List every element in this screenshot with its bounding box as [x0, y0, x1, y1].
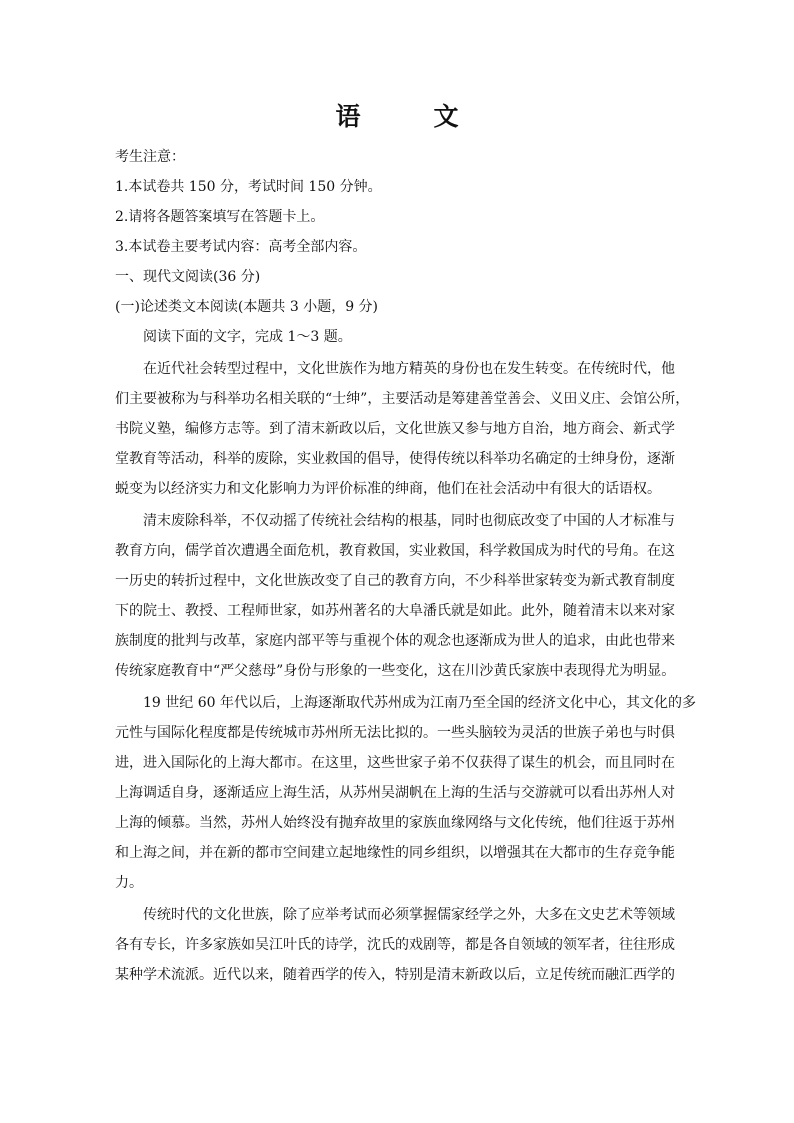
notice-item-2: 2.请将各题答案填写在答题卡上。 — [115, 209, 325, 225]
paragraph-line: 们主要被称为与科举功名相关联的“士绅”，主要活动是筹建善堂善会、义田义庄、会馆公所， — [115, 391, 690, 407]
paragraph-line: 一历史的转折过程中，文化世族改变了自己的教育方向，不少科举世家转变为新式教育制度 — [115, 573, 675, 589]
subsection-heading: (一)论述类文本阅读(本题共 3 小题，9 分) — [115, 299, 379, 315]
paragraph-line: 各有专长，许多家族如吴江叶氏的诗学，沈氏的戏剧等，都是各自领域的领军者，往往形成 — [115, 937, 675, 953]
notice-heading: 考生注意： — [115, 149, 185, 165]
page-title: 语 文 — [335, 102, 483, 131]
paragraph-line: 清末废除科举，不仅动摇了传统社会结构的根基，同时也彻底改变了中国的人才标准与 — [143, 513, 675, 529]
paragraph-line: 进，进入国际化的上海大都市。在这里，这些世家子弟不仅获得了谋生的机会，而且同时在 — [115, 755, 675, 771]
paragraph-4 — [115, 900, 683, 990]
section-heading: 一、现代文阅读(36 分) — [115, 269, 261, 285]
paragraph-line: 蜕变为以经济实力和文化影响力为评价标准的绅商，他们在社会活动中有很大的话语权。 — [115, 481, 661, 497]
paragraph-line: 上海调适自身，逐渐适应上海生活，从苏州吴湖帆在上海的生活与交游就可以看出苏州人对 — [115, 785, 675, 801]
paragraph-line: 族制度的批判与改革，家庭内部平等与重视个体的观念也逐渐成为世人的追求，由此也带来 — [115, 633, 675, 649]
reading-instruction: 阅读下面的文字，完成 1～3 题。 — [143, 329, 352, 345]
exam-content — [115, 142, 696, 990]
paragraph-line: 19 世纪 60 年代以后，上海逐渐取代苏州成为江南乃至全国的经济文化中心，其文化的多 — [143, 695, 696, 711]
paragraph-line: 力。 — [115, 875, 143, 891]
paragraph-line: 传统家庭教育中“严父慈母”身份与形象的一些变化，这在川沙黄氏家族中表现得尤为明显。 — [115, 663, 676, 679]
paragraph-line: 教育方向，儒学首次遭遇全面危机，教育救国，实业救国，科学救国成为时代的号角。在这 — [115, 543, 675, 559]
paragraph-1 — [115, 354, 690, 504]
paragraph-line: 堂教育等活动，科举的废除，实业救国的倡导，使得传统以科举功名确定的士绅身份，逐渐 — [115, 451, 675, 467]
paragraph-line: 下的院士、教授、工程师世家，如苏州著名的大阜潘氏就是如此。此外，随着清末以来对家 — [115, 603, 675, 619]
paragraph-line: 和上海之间，并在新的都市空间建立起地缘性的同乡组织，以增强其在大都市的生存竞争能 — [115, 845, 675, 861]
paragraph-line: 上海的倾慕。当然，苏州人始终没有抛弃故里的家族血缘网络与文化传统，他们往返于苏州 — [115, 815, 675, 831]
paragraph-line: 传统时代的文化世族，除了应举考试而必须掌握儒家经学之外，大多在文史艺术等领域 — [143, 907, 675, 923]
notice-item-1: 1.本试卷共 150 分，考试时间 150 分钟。 — [115, 179, 382, 195]
paragraph-2 — [115, 506, 683, 686]
paragraph-line: 书院义塾，编修方志等。到了清末新政以后，文化世族又参与地方自治，地方商会、新式学 — [115, 421, 675, 437]
paragraph-line: 某种学术流派。近代以来，随着西学的传入，特别是清末新政以后，立足传统而融汇西学的 — [115, 967, 675, 983]
paragraph-3 — [115, 688, 696, 898]
notice-item-3: 3.本试卷主要考试内容：高考全部内容。 — [115, 239, 367, 255]
paragraph-line: 在近代社会转型过程中，文化世族作为地方精英的身份也在发生转变。在传统时代，他 — [143, 361, 675, 377]
paragraph-line: 元性与国际化程度都是传统城市苏州所无法比拟的。一些头脑较为灵活的世族子弟也与时俱 — [115, 725, 675, 741]
